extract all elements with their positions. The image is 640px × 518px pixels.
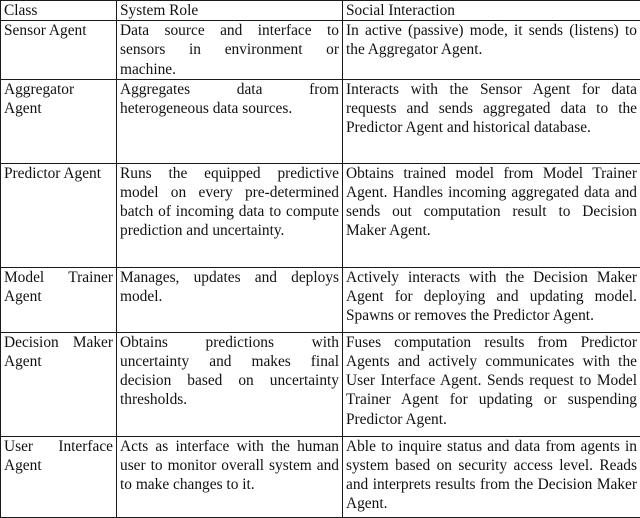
class-cell: Decision Maker Agent <box>1 332 117 436</box>
system-role-cell: Runs the equipped predictive model on every pre-determined batch of incoming data to compute prediction and uncertainty. <box>117 163 343 267</box>
class-cell: User Interface Agent <box>1 436 117 517</box>
system-role-cell: Aggregates data from heterogeneous data sources. <box>117 79 343 163</box>
social-interaction-cell: Actively interacts with the Decision Maker Agent for deploying and updating model. Spawns or removes the Predictor Agent. <box>343 267 640 332</box>
table-row <box>1 267 640 332</box>
social-interaction-cell: In active (passive) mode, it sends (listens) to the Aggregator Agent. <box>343 21 640 80</box>
social-interaction-cell: Interacts with the Sensor Agent for data requests and sends aggregated data to the Predictor Agent and historical database. <box>343 79 640 163</box>
table-row <box>1 332 640 436</box>
header-class: Class <box>1 1 117 21</box>
class-cell: Sensor Agent <box>1 21 117 80</box>
system-role-cell: Acts as interface with the human user to monitor overall system and to make changes to it. <box>117 436 343 517</box>
table-row <box>1 79 640 163</box>
table-row <box>1 163 640 267</box>
system-role-cell: Manages, updates and deploys model. <box>117 267 343 332</box>
table-row <box>1 21 640 80</box>
header-social-interaction: Social Interaction <box>343 1 640 21</box>
class-cell: Predictor Agent <box>1 163 117 267</box>
social-interaction-cell: Obtains trained model from Model Trainer Agent. Handles incoming aggregated data and sends out computation result to Decision Maker Agent. <box>343 163 640 267</box>
social-interaction-cell: Fuses computation results from Predictor Agents and actively communicates with the User Interface Agent. Sends request to Model Trainer Agent for updating or suspending Predictor Agent. <box>343 332 640 436</box>
table-row <box>1 436 640 517</box>
table-header-row <box>1 1 640 21</box>
system-role-cell: Obtains predictions with uncertainty and makes final decision based on uncertainty thresholds. <box>117 332 343 436</box>
header-system-role: System Role <box>117 1 343 21</box>
system-role-cell: Data source and interface to sensors in environment or machine. <box>117 21 343 80</box>
class-cell: Aggregator Agent <box>1 79 117 163</box>
class-cell: Model Trainer Agent <box>1 267 117 332</box>
social-interaction-cell: Able to inquire status and data from agents in system based on security access level. Reads and interprets results from the Decision Maker Agent. <box>343 436 640 517</box>
